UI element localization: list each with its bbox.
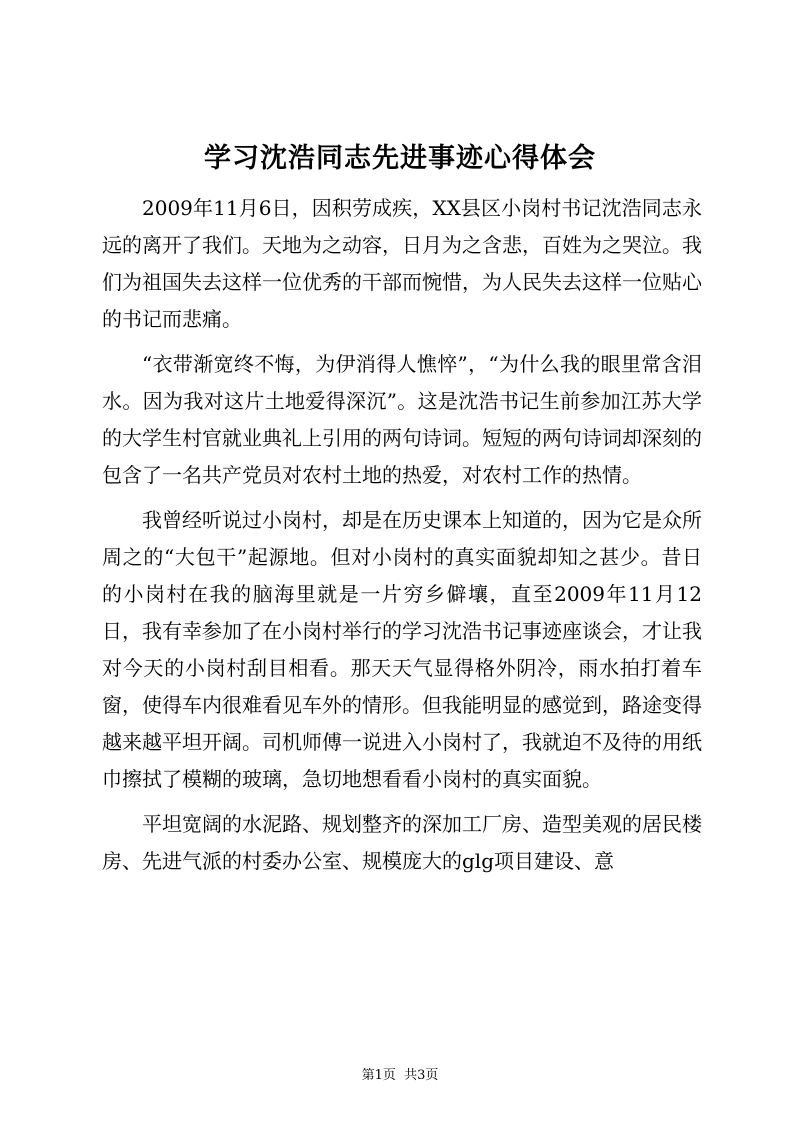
paragraph-1: 2009年11月6日，因积劳成疾，XX县区小岗村书记沈浩同志永远的离开了我们。天地为之动容，日月为之含悲，百姓为之哭泣。我们为祖国失去这样一位优秀的干部而惋惜，为人民失去这样一位贴心的书记而悲痛。 xyxy=(102,196,702,331)
document-title: 学习沈浩同志先进事迹心得体会 xyxy=(204,143,596,174)
paragraph-2: “衣带渐宽终不悔，为伊消得人憔悴”，“为什么我的眼里常含泪水。因为我对这片土地爱得深沉”。这是沈浩书记生前参加江苏大学的大学生村官就业典礼上引用的两句诗词。短短的两句诗词却深刻的包含了一名共产党员对农村土地的热爱，对农村工作的热情。 xyxy=(102,352,702,487)
paragraph-4: 平坦宽阔的水泥路、规划整齐的深加工厂房、造型美观的居民楼房、先进气派的村委办公室、规模庞大的glg项目建设、意 xyxy=(102,812,702,873)
document-body xyxy=(102,190,702,888)
paragraph-3: 我曾经听说过小岗村，却是在历史课本上知道的，因为它是众所周之的“大包干”起源地。但对小岗村的真实面貌却知之甚少。昔日的小岗村在我的脑海里就是一片穷乡僻壤，直至2009年11月12日，我有幸参加了在小岗村举行的学习沈浩书记事迹座谈会，才让我对今天的小岗村刮目相看。那天天气显得格外阴冷，雨水拍打着车窗，使得车内很难看见车外的情形。但我能明显的感觉到，路途变得越来越平坦开阔。司机师傅一说进入小岗村了，我就迫不及待的用纸巾擦拭了模糊的玻璃，急切地想看看小岗村的真实面貌。 xyxy=(102,508,702,791)
page-footer xyxy=(0,1066,800,1086)
page-total: 共3页 xyxy=(404,1068,439,1083)
page-number: 第1页 xyxy=(361,1068,396,1083)
